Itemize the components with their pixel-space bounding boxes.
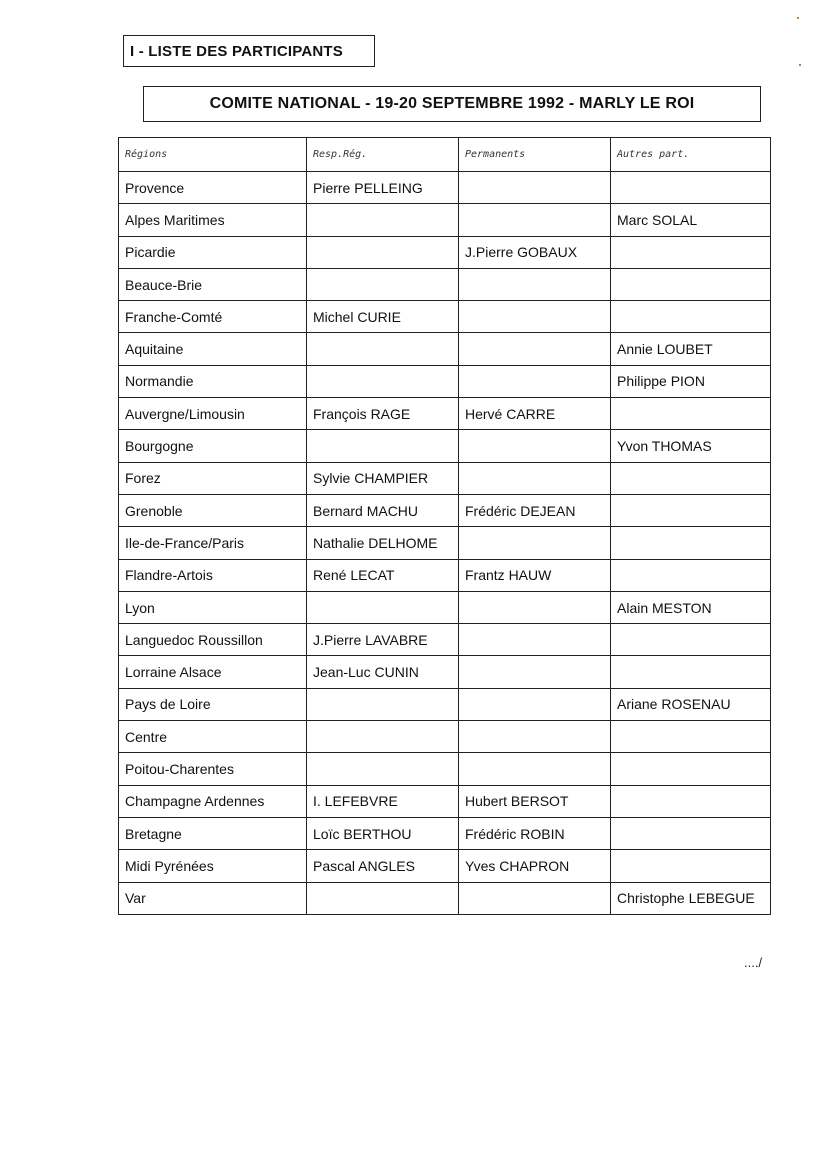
region-cell: Forez <box>119 462 307 494</box>
table-row <box>119 753 771 785</box>
autres-part-cell <box>611 301 771 333</box>
table-row <box>119 624 771 656</box>
permanent-cell <box>459 268 611 300</box>
table-row <box>119 688 771 720</box>
resp-reg-cell <box>307 591 459 623</box>
autres-part-cell <box>611 462 771 494</box>
autres-part-cell <box>611 172 771 204</box>
resp-reg-cell: Nathalie DELHOME <box>307 527 459 559</box>
region-cell: Picardie <box>119 236 307 268</box>
table-row <box>119 850 771 882</box>
resp-reg-cell: Jean-Luc CUNIN <box>307 656 459 688</box>
region-cell: Languedoc Roussillon <box>119 624 307 656</box>
autres-part-cell: Christophe LEBEGUE <box>611 882 771 914</box>
autres-part-cell: Marc SOLAL <box>611 204 771 236</box>
permanent-cell <box>459 365 611 397</box>
autres-part-cell <box>611 559 771 591</box>
resp-reg-cell <box>307 882 459 914</box>
table-row <box>119 527 771 559</box>
permanent-cell: Frédéric ROBIN <box>459 817 611 849</box>
autres-part-cell: Ariane ROSENAU <box>611 688 771 720</box>
autres-part-cell <box>611 721 771 753</box>
region-cell: Normandie <box>119 365 307 397</box>
permanent-cell <box>459 624 611 656</box>
resp-reg-cell <box>307 333 459 365</box>
continuation-mark: ..../ <box>744 955 763 970</box>
resp-reg-cell: François RAGE <box>307 398 459 430</box>
participants-table <box>118 137 771 915</box>
autres-part-cell <box>611 268 771 300</box>
resp-reg-cell <box>307 430 459 462</box>
table-row <box>119 430 771 462</box>
resp-reg-cell: Sylvie CHAMPIER <box>307 462 459 494</box>
autres-part-cell <box>611 785 771 817</box>
column-header-permanents: Permanents <box>459 138 611 172</box>
autres-part-cell: Yvon THOMAS <box>611 430 771 462</box>
table-header-row <box>119 138 771 172</box>
region-cell: Auvergne/Limousin <box>119 398 307 430</box>
table-row <box>119 172 771 204</box>
scan-speck <box>799 64 801 66</box>
autres-part-cell <box>611 817 771 849</box>
document-title: COMITE NATIONAL - 19-20 SEPTEMBRE 1992 - MARLY LE ROI <box>143 86 761 122</box>
permanent-cell: J.Pierre GOBAUX <box>459 236 611 268</box>
resp-reg-cell: René LECAT <box>307 559 459 591</box>
column-header-autres-part: Autres part. <box>611 138 771 172</box>
section-heading: I - LISTE DES PARTICIPANTS <box>123 35 375 67</box>
column-header-regions: Régions <box>119 138 307 172</box>
region-cell: Franche-Comté <box>119 301 307 333</box>
region-cell: Bretagne <box>119 817 307 849</box>
resp-reg-cell: I. LEFEBVRE <box>307 785 459 817</box>
permanent-cell <box>459 721 611 753</box>
column-header-resp-reg: Resp.Rég. <box>307 138 459 172</box>
table-row <box>119 462 771 494</box>
permanent-cell <box>459 688 611 720</box>
region-cell: Var <box>119 882 307 914</box>
table-row <box>119 721 771 753</box>
autres-part-cell <box>611 236 771 268</box>
permanent-cell <box>459 430 611 462</box>
table-row <box>119 785 771 817</box>
permanent-cell <box>459 301 611 333</box>
table-row <box>119 333 771 365</box>
autres-part-cell: Philippe PION <box>611 365 771 397</box>
permanent-cell: Hervé CARRE <box>459 398 611 430</box>
region-cell: Beauce-Brie <box>119 268 307 300</box>
permanent-cell <box>459 656 611 688</box>
region-cell: Pays de Loire <box>119 688 307 720</box>
permanent-cell <box>459 333 611 365</box>
autres-part-cell <box>611 527 771 559</box>
resp-reg-cell: Pierre PELLEING <box>307 172 459 204</box>
autres-part-cell: Alain MESTON <box>611 591 771 623</box>
table-row <box>119 817 771 849</box>
permanent-cell: Yves CHAPRON <box>459 850 611 882</box>
resp-reg-cell: Bernard MACHU <box>307 494 459 526</box>
permanent-cell <box>459 527 611 559</box>
region-cell: Ile-de-France/Paris <box>119 527 307 559</box>
region-cell: Lyon <box>119 591 307 623</box>
table-row <box>119 268 771 300</box>
table-row <box>119 494 771 526</box>
permanent-cell <box>459 753 611 785</box>
permanent-cell <box>459 882 611 914</box>
table-row <box>119 882 771 914</box>
permanent-cell: Frédéric DEJEAN <box>459 494 611 526</box>
table-row <box>119 365 771 397</box>
permanent-cell <box>459 172 611 204</box>
region-cell: Aquitaine <box>119 333 307 365</box>
table-row <box>119 204 771 236</box>
region-cell: Provence <box>119 172 307 204</box>
permanent-cell <box>459 204 611 236</box>
region-cell: Alpes Maritimes <box>119 204 307 236</box>
table-row <box>119 236 771 268</box>
region-cell: Lorraine Alsace <box>119 656 307 688</box>
region-cell: Bourgogne <box>119 430 307 462</box>
resp-reg-cell <box>307 721 459 753</box>
table-row <box>119 398 771 430</box>
autres-part-cell: Annie LOUBET <box>611 333 771 365</box>
resp-reg-cell: J.Pierre LAVABRE <box>307 624 459 656</box>
permanent-cell <box>459 591 611 623</box>
region-cell: Grenoble <box>119 494 307 526</box>
resp-reg-cell: Loïc BERTHOU <box>307 817 459 849</box>
scan-speck <box>797 17 799 19</box>
region-cell: Poitou-Charentes <box>119 753 307 785</box>
autres-part-cell <box>611 753 771 785</box>
permanent-cell: Frantz HAUW <box>459 559 611 591</box>
resp-reg-cell <box>307 268 459 300</box>
region-cell: Midi Pyrénées <box>119 850 307 882</box>
permanent-cell <box>459 462 611 494</box>
table-row <box>119 591 771 623</box>
table-row <box>119 559 771 591</box>
region-cell: Flandre-Artois <box>119 559 307 591</box>
autres-part-cell <box>611 850 771 882</box>
resp-reg-cell <box>307 204 459 236</box>
region-cell: Centre <box>119 721 307 753</box>
table-row <box>119 656 771 688</box>
autres-part-cell <box>611 398 771 430</box>
region-cell: Champagne Ardennes <box>119 785 307 817</box>
resp-reg-cell <box>307 753 459 785</box>
autres-part-cell <box>611 624 771 656</box>
permanent-cell: Hubert BERSOT <box>459 785 611 817</box>
resp-reg-cell: Michel CURIE <box>307 301 459 333</box>
resp-reg-cell: Pascal ANGLES <box>307 850 459 882</box>
autres-part-cell <box>611 494 771 526</box>
resp-reg-cell <box>307 688 459 720</box>
table-body <box>119 172 771 915</box>
resp-reg-cell <box>307 365 459 397</box>
resp-reg-cell <box>307 236 459 268</box>
table-row <box>119 301 771 333</box>
autres-part-cell <box>611 656 771 688</box>
